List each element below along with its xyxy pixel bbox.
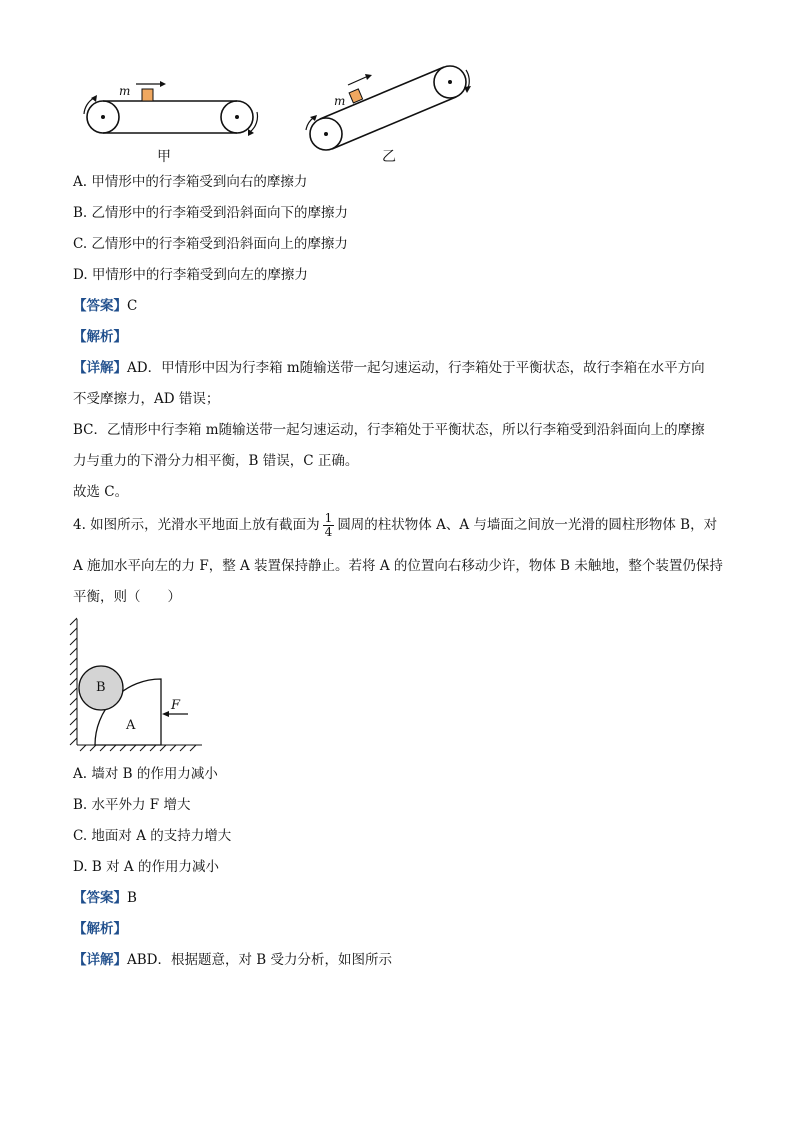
- q4-option-a: A. 墙对 B 的作用力减小: [73, 766, 218, 782]
- inclined-belt: [306, 66, 471, 150]
- q3-detail-line3: BC．乙情形中行李箱 m随输送带一起匀速运动，行李箱处于平衡状态，所以行李箱受到沿斜面向上的摩擦: [73, 422, 705, 438]
- detail-tag: 【详解】: [73, 360, 127, 376]
- q4-option-d: D. B 对 A 的作用力减小: [73, 859, 219, 875]
- wall-cylinder-figure: [66, 615, 206, 755]
- detail-text: AD．甲情形中因为行李箱 m随输送带一起匀速运动，行李箱处于平衡状态，故行李箱在水平方向: [127, 360, 705, 376]
- q3-detail-line1: [73, 359, 705, 377]
- q4-stem-part2: 圆周的柱状物体 A、A 与墙面之间放一光滑的圆柱形物体 B，对: [337, 517, 718, 533]
- q4-answer: [73, 889, 137, 907]
- figure-label-right: 乙: [382, 149, 396, 165]
- quarter-fraction: [323, 512, 335, 539]
- floor-hatching: [77, 745, 202, 751]
- mass-label-left: m: [119, 84, 131, 98]
- q4-stem-line2: A 施加水平向左的力 F，整 A 装置保持静止。若将 A 的位置向右移动少许，物体 B 未触地，整个装置仍保持: [73, 558, 723, 574]
- q4-detail: [73, 951, 392, 969]
- q3-answer: [73, 297, 137, 315]
- label-b: B: [96, 680, 106, 695]
- q4-stem-line1: [73, 511, 717, 539]
- fraction-numerator: 1: [324, 511, 333, 525]
- analysis-tag: 【解析】: [73, 329, 127, 345]
- detail-text: ABD．根据题意，对 B 受力分析，如图所示: [127, 952, 392, 968]
- q3-detail-line2: 不受摩擦力，AD 错误；: [73, 391, 220, 407]
- q4-option-c: C. 地面对 A 的支持力增大: [73, 828, 232, 844]
- label-f: F: [171, 698, 181, 713]
- q3-analysis-tag: [73, 328, 127, 346]
- conveyor-figure: [70, 60, 490, 170]
- analysis-tag: 【解析】: [73, 921, 127, 937]
- answer-value: B: [127, 890, 137, 906]
- wall-hatching: [70, 618, 77, 745]
- q3-option-b: B. 乙情形中的行李箱受到沿斜面向下的摩擦力: [73, 205, 349, 221]
- luggage-box-left: [142, 89, 153, 101]
- q4-option-b: B. 水平外力 F 增大: [73, 797, 191, 813]
- q3-option-c: C. 乙情形中的行李箱受到沿斜面向上的摩擦力: [73, 236, 348, 252]
- q4-stem-part1: 4. 如图所示，光滑水平地面上放有截面为: [73, 517, 320, 533]
- q4-stem-line3: 平衡，则（ ）: [73, 589, 181, 605]
- answer-tag: 【答案】: [73, 298, 127, 314]
- detail-tag: 【详解】: [73, 952, 127, 968]
- q3-option-d: D. 甲情形中的行李箱受到向左的摩擦力: [73, 267, 308, 283]
- figure-label-left: 甲: [157, 149, 171, 165]
- horizontal-belt: [84, 81, 257, 136]
- luggage-box-right: [349, 89, 363, 103]
- q3-detail-line4: 力与重力的下滑分力相平衡，B 错误，C 正确。: [73, 453, 359, 469]
- mass-label-right: m: [334, 94, 346, 108]
- q3-detail-line5: 故选 C。: [73, 484, 129, 500]
- label-a: A: [126, 718, 136, 733]
- q4-analysis-tag: [73, 920, 127, 938]
- fraction-denominator: 4: [324, 525, 333, 539]
- answer-tag: 【答案】: [73, 890, 127, 906]
- q3-option-a: A. 甲情形中的行李箱受到向右的摩擦力: [73, 174, 308, 190]
- answer-value: C: [127, 298, 138, 314]
